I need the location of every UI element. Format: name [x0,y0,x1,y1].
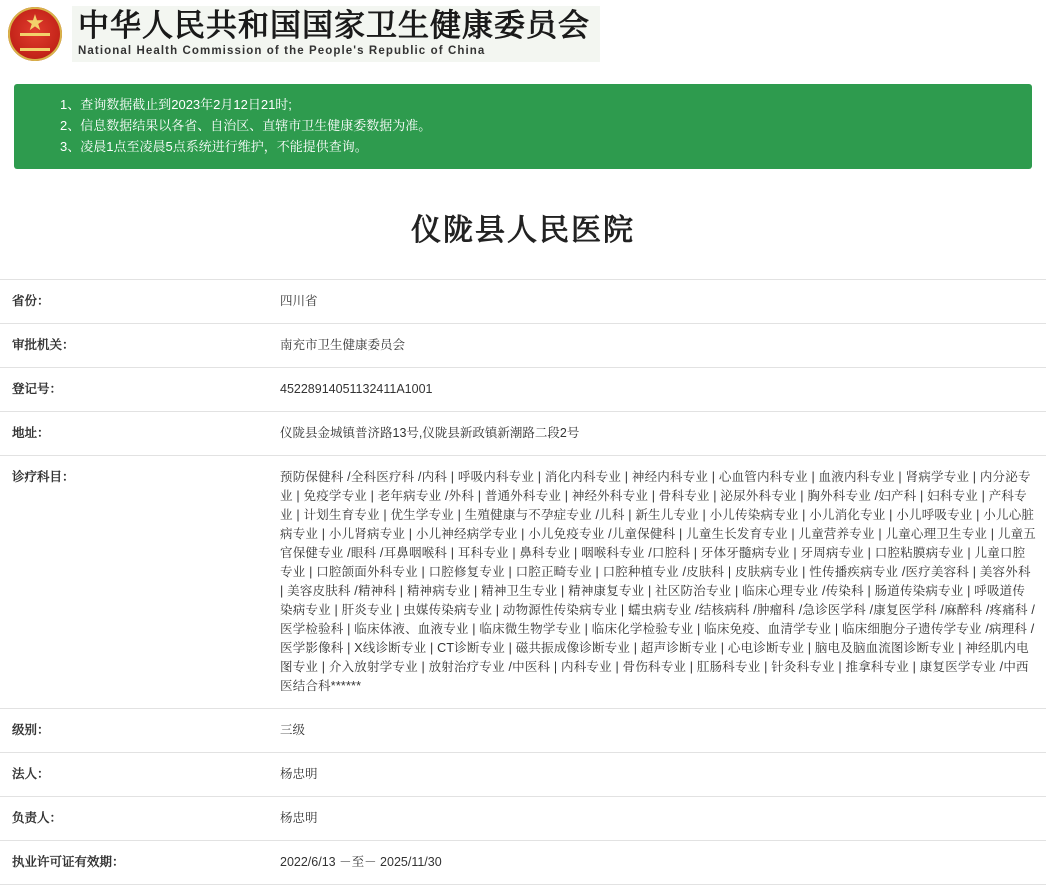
national-emblem-icon [8,7,62,61]
hospital-info-table [0,279,1046,885]
row-label-person-in-charge: 负责人： [0,797,268,841]
notice-line-3: 3、凌晨1点至凌晨5点系统进行维护，不能提供查询。 [60,139,368,154]
row-label-approval-authority: 审批机关： [0,324,268,368]
row-value-registration-number: 45228914051132411A1001 [268,368,1046,412]
table-row [0,412,1046,456]
row-label-province: 省份： [0,280,268,324]
row-label-address: 地址： [0,412,268,456]
table-row [0,841,1046,885]
row-label-legal-person: 法人： [0,753,268,797]
header-title-block [72,6,600,62]
row-value-address: 仪陇县金城镇普济路13号,仪陇县新政镇新潮路二段2号 [268,412,1046,456]
row-label-departments: 诊疗科目： [0,456,268,709]
row-value-province: 四川省 [268,280,1046,324]
page-title: 仪陇县人民医院 [411,213,635,248]
table-row [0,368,1046,412]
site-header [0,0,1046,68]
notice-line-1: 1、查询数据截止到2023年2月12日21时; [60,97,292,112]
table-row [0,753,1046,797]
header-en-title: National Health Commission of the People's Republic of China [78,45,486,57]
row-value-legal-person: 杨忠明 [268,753,1046,797]
table-row [0,280,1046,324]
header-cn-title: 中华人民共和国国家卫生健康委员会 [78,8,590,44]
row-value-person-in-charge: 杨忠明 [268,797,1046,841]
notice-banner [14,84,1032,169]
row-value-license-validity: 2022/6/13 －至－ 2025/11/30 [268,841,1046,885]
table-row [0,709,1046,753]
table-row [0,456,1046,709]
row-value-departments: 预防保健科 /全科医疗科 /内科 | 呼吸内科专业 | 消化内科专业 | 神经内科专业 | 心血管内科专业 | 血液内科专业 | 肾病学专业 | 内分泌专业 | 免疫学专业 | 老年病专业 /外科 | 普通外科专业 | 神经外科专业 | 骨科专业 | 泌尿外科专业 | 胸外科专业 /妇产科 | 妇科专业 | 产科专业 | 计划生育专业 | 优生学专业 | 生殖健康与不孕症专业 /儿科 | 新生儿专业 | 小儿传染病专业 | 小儿消化专业 | 小儿呼吸专业 | 小儿心脏病专业 | 小儿肾病专业 | 小儿神经病学专业 | 小儿免疫专业 /儿童保健科 | 儿童生长发育专业 | 儿童营养专业 | 儿童心理卫生专业 | 儿童五官保健专业 /眼科 /耳鼻咽喉科 | 耳科专业 | 鼻科专业 | 咽喉科专业 /口腔科 | 牙体牙髓病专业 | 牙周病专业 | 口腔粘膜病专业 | 儿童口腔专业 | 口腔颌面外科专业 | 口腔修复专业 | 口腔正畸专业 | 口腔种植专业 /皮肤科 | 皮肤病专业 | 性传播疾病专业 /医疗美容科 | 美容外科 | 美容皮肤科 /精神科 | 精神病专业 | 精神卫生专业 | 精神康复专业 | 社区防治专业 | 临床心理专业 /传染科 | 肠道传染病专业 | 呼吸道传染病专业 | 肝炎专业 | 虫媒传染病专业 | 动物源性传染病专业 | 蠕虫病专业 /结核病科 /肿瘤科 /急诊医学科 /康复医学科 /麻醉科 /疼痛科 /医学检验科 | 临床体液、血液专业 | 临床微生物学专业 | 临床化学检验专业 | 临床免疫、血清学专业 | 临床细胞分子遗传学专业 /病理科 /医学影像科 | X线诊断专业 | CT诊断专业 | 磁共振成像诊断专业 | 超声诊断专业 | 心电诊断专业 | 脑电及脑血流图诊断专业 | 神经肌内电图专业 | 介入放射学专业 | 放射治疗专业 /中医科 | 内科专业 | 骨伤科专业 | 肛肠科专业 | 针灸科专业 | 推拿科专业 | 康复医学专业 /中西医结合科****** [268,456,1046,709]
row-value-approval-authority: 南充市卫生健康委员会 [268,324,1046,368]
table-row [0,324,1046,368]
row-label-level: 级别： [0,709,268,753]
row-label-registration-number: 登记号： [0,368,268,412]
notice-line-2: 2、信息数据结果以各省、自治区、直辖市卫生健康委数据为准。 [60,118,432,133]
row-label-license-validity: 执业许可证有效期： [0,841,268,885]
notice-wrapper [0,68,1046,169]
row-value-level: 三级 [268,709,1046,753]
